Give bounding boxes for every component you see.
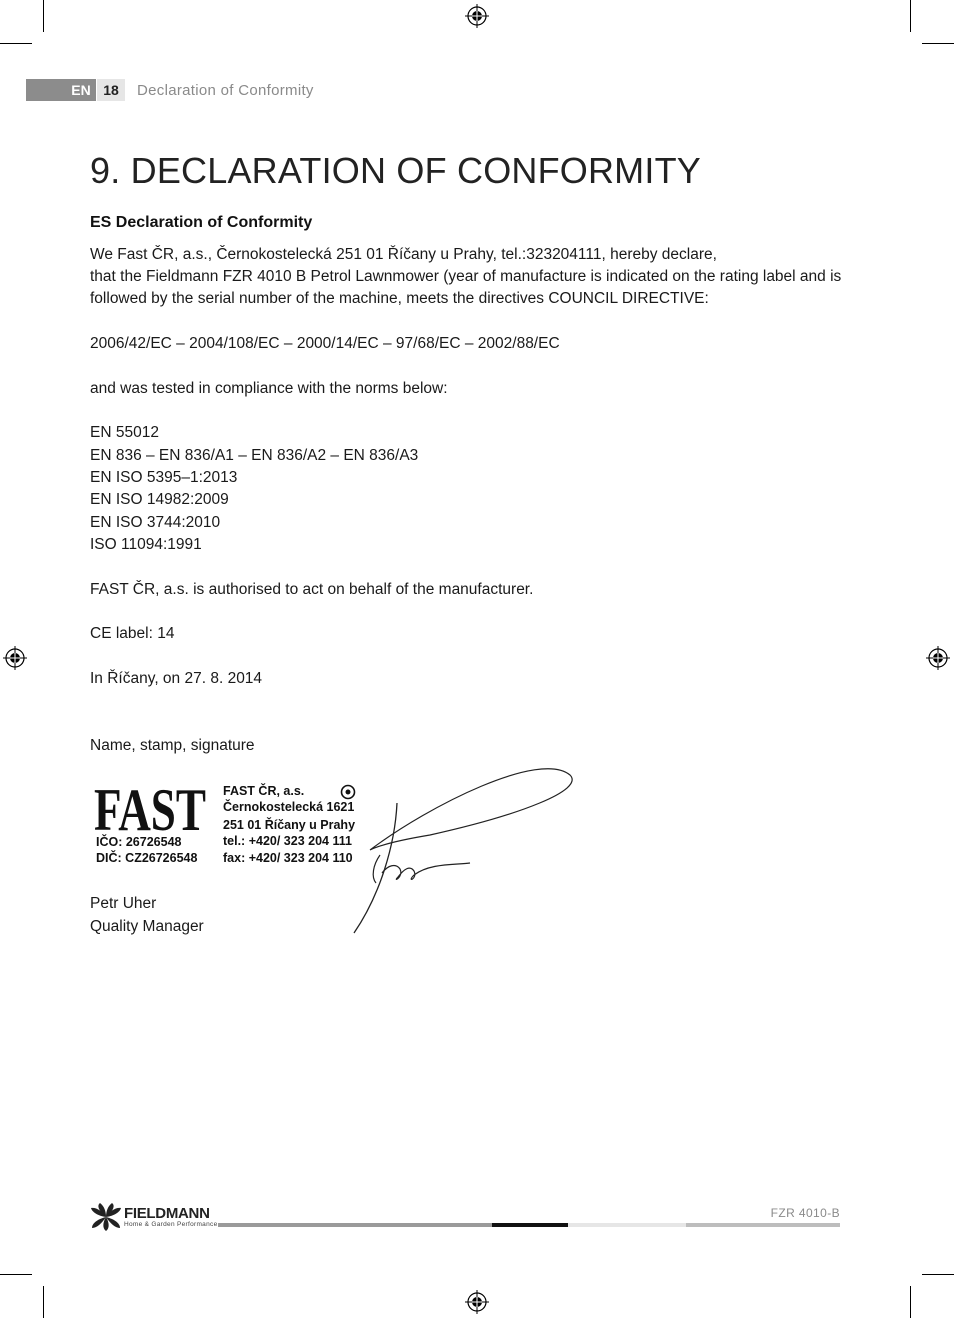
company-stamp bbox=[90, 778, 370, 868]
signatory-name: Petr Uher bbox=[90, 895, 157, 912]
footer-model: FZR 4010-B bbox=[770, 1206, 840, 1220]
header-bar bbox=[26, 79, 66, 101]
norm-item: EN 55012 bbox=[90, 424, 159, 441]
stamp-city: 251 01 Říčany u Prahy bbox=[223, 818, 356, 832]
registration-mark-icon bbox=[465, 1290, 489, 1314]
norm-item: ISO 11094:1991 bbox=[90, 536, 202, 553]
registration-mark-icon bbox=[3, 646, 27, 670]
stamp-dic: DIČ: CZ26726548 bbox=[96, 851, 198, 865]
signature-caption: Name, stamp, signature bbox=[90, 737, 255, 754]
place-date: In Říčany, on 27. 8. 2014 bbox=[90, 670, 263, 687]
fieldmann-logo-icon bbox=[90, 1202, 122, 1232]
signature-icon bbox=[340, 755, 580, 940]
norm-item: EN ISO 5395–1:2013 bbox=[90, 469, 238, 486]
header-language: EN bbox=[66, 79, 96, 101]
footer-rule bbox=[218, 1223, 492, 1227]
footer-rule bbox=[492, 1223, 568, 1227]
fast-logo bbox=[94, 784, 206, 834]
crop-mark bbox=[910, 1286, 911, 1318]
ce-label: CE label: 14 bbox=[90, 625, 175, 642]
crop-mark bbox=[43, 0, 44, 32]
stamp-tel: tel.: +420/ 323 204 111 bbox=[223, 834, 352, 848]
section-subtitle: ES Declaration of Conformity bbox=[90, 214, 313, 231]
norm-item: EN 836 – EN 836/A1 – EN 836/A2 – EN 836/A3 bbox=[90, 447, 419, 464]
norm-item: EN ISO 14982:2009 bbox=[90, 491, 229, 508]
intro-line: followed by the serial number of the machine, meets the directives COUNCIL DIRECTIVE: bbox=[90, 290, 709, 307]
header-page-number: 18 bbox=[97, 79, 125, 101]
footer-rule bbox=[686, 1223, 840, 1227]
crop-mark bbox=[910, 0, 911, 32]
crop-mark bbox=[922, 1274, 954, 1275]
directives-list: 2006/42/EC – 2004/108/EC – 2000/14/EC – 97/68/EC – 2002/88/EC bbox=[90, 335, 560, 352]
stamp-company: FAST ČR, a.s. bbox=[223, 784, 305, 798]
footer-rule bbox=[568, 1223, 686, 1227]
registration-mark-icon bbox=[465, 4, 489, 28]
crop-mark bbox=[922, 43, 954, 44]
footer-tagline: Home & Garden Performance bbox=[124, 1221, 218, 1228]
fast-logo-text: FAST bbox=[94, 784, 206, 834]
registration-mark-icon bbox=[926, 646, 950, 670]
intro-line: that the Fieldmann FZR 4010 B Petrol Lawnmower (year of manufacture is indicated on the rating label and is bbox=[90, 268, 842, 285]
crop-mark bbox=[43, 1286, 44, 1318]
stamp-ico: IČO: 26726548 bbox=[96, 835, 182, 849]
crop-mark bbox=[0, 43, 32, 44]
header-section-title: Declaration of Conformity bbox=[137, 82, 314, 99]
norm-item: EN ISO 3744:2010 bbox=[90, 514, 221, 531]
authorisation-statement: FAST ČR, a.s. is authorised to act on behalf of the manufacturer. bbox=[90, 581, 534, 598]
intro-line: We Fast ČR, a.s., Černokostelecká 251 01 Říčany u Prahy, tel.:323204111, hereby declare, bbox=[90, 246, 717, 263]
signatory-role: Quality Manager bbox=[90, 918, 204, 935]
stamp-fax: fax: +420/ 323 204 110 bbox=[223, 851, 353, 865]
page-title: 9. DECLARATION OF CONFORMITY bbox=[90, 150, 701, 191]
crop-mark bbox=[0, 1274, 32, 1275]
footer-brand: FIELDMANN bbox=[124, 1205, 210, 1222]
norms-intro: and was tested in compliance with the norms below: bbox=[90, 380, 448, 397]
stamp-street: Černokostelecká 1621 bbox=[223, 800, 355, 814]
